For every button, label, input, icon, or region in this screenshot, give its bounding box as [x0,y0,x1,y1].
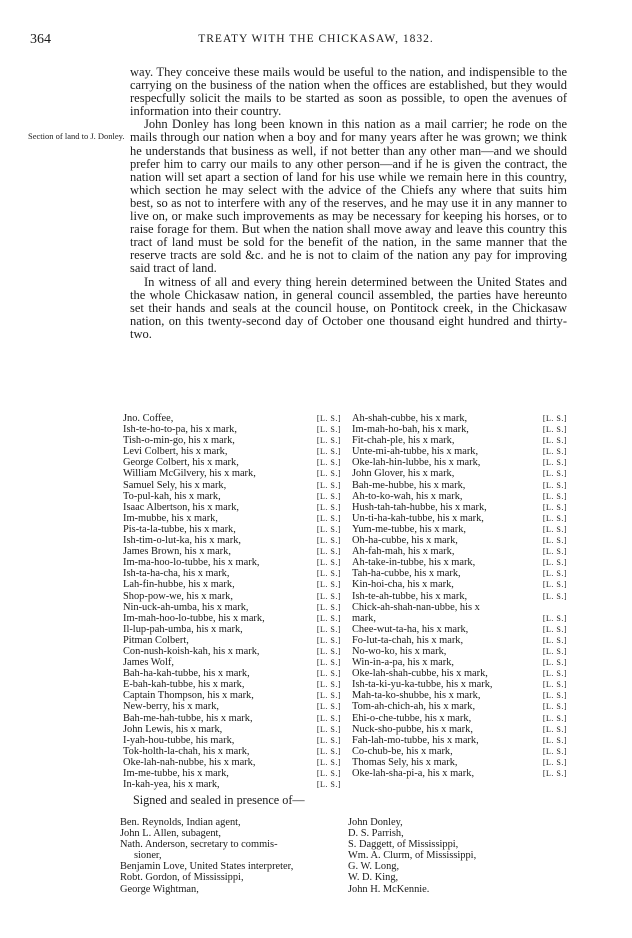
seal-mark: [L. S.] [542,547,567,557]
signatory-row [123,757,341,768]
signatory-name: Tom-ah-chich-ah, his x mark, [352,701,476,713]
signatory-name: Co-chub-be, his x mark, [352,745,453,757]
signatory-name: George Colbert, his x mark, [123,457,239,469]
signatory-row [123,446,341,457]
signatory-row [352,457,567,468]
signatory-name: Tah-ha-cubbe, his x mark, [352,568,461,580]
signatory-row [352,579,567,590]
signatory-row [352,613,567,624]
seal-mark: [L. S.] [316,558,341,568]
seal-mark: [L. S.] [316,646,341,656]
signatory-row [123,491,341,502]
seal-mark: [L. S.] [316,513,341,523]
signatory-row [352,557,567,568]
signatory-name: Win-in-a-pa, his x mark, [352,657,455,669]
signatory-row [123,657,341,668]
signatory-name: Oh-ha-cubbe, his x mark, [352,535,458,547]
seal-mark: [L. S.] [316,425,341,435]
seal-mark: [L. S.] [542,524,567,534]
signatory-row [352,435,567,446]
witness-heading: Signed and sealed in presence of— [133,793,305,807]
seal-mark: [L. S.] [542,746,567,756]
signatory-name: Im-mubbe, his x mark, [123,512,218,524]
signatory-name: Kin-hoi-cha, his x mark, [352,579,454,591]
signatory-row [352,535,567,546]
seal-mark: [L. S.] [316,702,341,712]
signatory-name: Oke-lah-shah-cubbe, his x mark, [352,668,488,680]
witness-name: Wm. A. Clurm, of Mississippi, [348,850,477,862]
signatory-name: Captain Thompson, his x mark, [123,690,254,702]
signatory-row [352,735,567,746]
signatory-row [123,557,341,568]
signatory-name: John Glover, his x mark, [352,468,455,480]
signatory-row [123,679,341,690]
signatory-name: Shop-pow-we, his x mark, [123,590,233,602]
witness-name: Benjamin Love, United States interpreter, [120,861,294,873]
signatory-name: Fit-chah-ple, his x mark, [352,435,455,447]
seal-mark: [L. S.] [316,624,341,634]
seal-mark: [L. S.] [316,780,341,790]
seal-mark: [L. S.] [316,602,341,612]
witnesses-right-column [348,817,548,895]
witness-name: D. S. Parrish, [348,828,404,840]
signatory-row [352,591,567,602]
signatory-row [123,546,341,557]
seal-mark: [L. S.] [316,591,341,601]
signatory-name: Im-me-tubbe, his x mark, [123,768,229,779]
witness-name: John L. Allen, subagent, [120,828,222,840]
signatory-name: Oke-lah-sha-pi-a, his x mark, [352,768,475,779]
signatory-name: Ish-ta-ha-cha, his x mark, [123,568,230,580]
seal-mark: [L. S.] [316,569,341,579]
signatory-name: Ehi-o-che-tubbe, his x mark, [352,712,472,724]
seal-mark: [L. S.] [316,746,341,756]
seal-mark: [L. S.] [316,536,341,546]
signatory-row [123,524,341,535]
seal-mark: [L. S.] [316,414,341,423]
signatories-left-column [123,413,341,790]
signatory-row [352,768,567,779]
signatory-row [123,513,341,524]
signatory-row [352,657,567,668]
seal-mark: [L. S.] [542,591,567,601]
signatory-row [352,502,567,513]
margin-note: Section of land to J. Donley. [28,131,125,141]
seal-mark: [L. S.] [542,680,567,690]
seal-mark: [L. S.] [542,513,567,523]
seal-mark: [L. S.] [316,458,341,468]
seal-mark: [L. S.] [316,502,341,512]
signatory-row [123,701,341,712]
signatory-name: Jno. Coffee, [123,413,174,424]
signatory-row [352,724,567,735]
signatory-row [352,413,567,424]
seal-mark: [L. S.] [316,547,341,557]
witness-name: S. Daggett, of Mississippi, [348,839,459,851]
signatory-name: E-bah-kah-tubbe, his x mark, [123,679,245,691]
signatory-row [123,713,341,724]
seal-mark: [L. S.] [542,613,567,623]
signatory-name: Unte-mi-ah-tubbe, his x mark, [352,446,479,458]
signatory-row [123,435,341,446]
signatory-row [352,690,567,701]
signatory-name: Tok-holth-la-chah, his x mark, [123,745,250,757]
signatory-row [352,513,567,524]
signatory-row [123,468,341,479]
signatory-row [352,546,567,557]
signatory-row [123,579,341,590]
seal-mark: [L. S.] [542,425,567,435]
seal-mark: [L. S.] [542,658,567,668]
signatory-name: Ish-te-ho-to-pa, his x mark, [123,424,237,436]
paragraph-witness: In witness of all and every thing herein determined between the United States and the whole Chickasaw nation, in general council assembled, the parties have hereunto set their hands and seals at the council house, on Pontitock creek, in the Chickasaw nation, on this twenty-second day of October one thousand eight hundred and thirty-two. [130,274,567,341]
running-head: TREATY WITH THE CHICKASAW, 1832. [198,33,434,45]
signatory-row [123,480,341,491]
signatory-name: Un-ti-ha-kah-tubbe, his x mark, [352,512,484,524]
treaty-text [130,66,567,341]
seal-mark: [L. S.] [542,735,567,745]
signatory-name: Isaac Albertson, his x mark, [123,501,240,513]
signatory-name: Fo-lut-ta-chah, his x mark, [352,634,464,646]
signatory-name: Ah-fah-mah, his x mark, [352,546,455,558]
seal-mark: [L. S.] [542,702,567,712]
signatory-name: Chee-wut-ta-ha, his x mark, [352,623,469,635]
signatory-row [352,668,567,679]
seal-mark: [L. S.] [316,436,341,446]
witness-name: John H. McKennie. [348,883,430,895]
signatory-row [352,624,567,635]
seal-mark: [L. S.] [542,558,567,568]
signatory-row [123,668,341,679]
seal-mark: [L. S.] [542,691,567,701]
seal-mark: [L. S.] [316,524,341,534]
seal-mark: [L. S.] [316,491,341,501]
signatory-name: To-pul-kah, his x mark, [123,490,221,502]
signatory-row [123,424,341,435]
signatory-row [352,602,567,613]
signatory-name: Chick-ah-shah-nan-ubbe, his x [352,601,480,613]
seal-mark: [L. S.] [542,569,567,579]
seal-mark: [L. S.] [542,436,567,446]
signatory-row [352,746,567,757]
witness-name: Nath. Anderson, secretary to commis- [120,839,278,851]
signatory-row [123,568,341,579]
seal-mark: [L. S.] [542,624,567,634]
signatory-row [352,480,567,491]
seal-mark: [L. S.] [542,724,567,734]
signatory-name: Fah-lah-mo-tubbe, his x mark, [352,734,479,746]
signatory-name: William McGilvery, his x mark, [123,468,256,480]
signatory-name: Ish-tim-o-lut-ka, his x mark, [123,535,242,547]
signatory-row [123,735,341,746]
witness-name: Ben. Reynolds, Indian agent, [120,817,241,828]
witness-name: sioner, [134,850,162,862]
signatory-row [352,757,567,768]
seal-mark: [L. S.] [316,691,341,701]
page-number: 364 [30,32,51,47]
signatory-name: Bah-me-hubbe, his x mark, [352,479,466,491]
signatory-name: Thomas Sely, his x mark, [352,756,458,768]
signatory-row [123,602,341,613]
seal-mark: [L. S.] [542,502,567,512]
signatory-row [123,591,341,602]
signatory-name: Con-nush-koish-kah, his x mark, [123,645,260,657]
seal-mark: [L. S.] [316,769,341,778]
seal-mark: [L. S.] [542,447,567,457]
signatory-name: Oke-lah-nah-nubbe, his x mark, [123,756,256,768]
signatory-name: Yum-me-tubbe, his x mark, [352,523,466,535]
seal-mark: [L. S.] [542,469,567,479]
signatory-name: James Brown, his x mark, [123,546,231,558]
signatory-row [352,635,567,646]
seal-mark: [L. S.] [316,447,341,457]
seal-mark: [L. S.] [316,613,341,623]
signatories-right-column [352,413,567,779]
signatory-name: Tish-o-min-go, his x mark, [123,435,235,447]
signatory-name: Ah-shah-cubbe, his x mark, [352,413,468,424]
seal-mark: [L. S.] [316,669,341,679]
signatory-row [123,635,341,646]
seal-mark: [L. S.] [316,724,341,734]
signatory-row [123,690,341,701]
seal-mark: [L. S.] [542,713,567,723]
signatory-row [352,524,567,535]
seal-mark: [L. S.] [316,469,341,479]
signatory-row [123,502,341,513]
seal-mark: [L. S.] [542,580,567,590]
signatory-name: No-wo-ko, his x mark, [352,645,447,657]
signatory-row [123,746,341,757]
signatory-name: Bah-me-hah-tubbe, his x mark, [123,712,253,724]
seal-mark: [L. S.] [316,480,341,490]
signatory-name: Samuel Sely, his x mark, [123,479,227,491]
signatory-name: James Wolf, [123,657,174,669]
signatory-row [123,457,341,468]
signatory-name: Lah-fin-hubbe, his x mark, [123,579,235,591]
signatory-name: Pitman Colbert, [123,634,189,646]
witness-name: G. W. Long, [348,861,400,873]
seal-mark: [L. S.] [542,669,567,679]
seal-mark: [L. S.] [316,757,341,767]
witness-name: John Donley, [348,817,403,828]
signatory-row [123,768,341,779]
signatory-row [352,424,567,435]
seal-mark: [L. S.] [542,536,567,546]
signatory-name: I-yah-hou-tubbe, his mark, [123,734,235,746]
seal-mark: [L. S.] [542,646,567,656]
signatory-name: Nuck-sho-pubbe, his x mark, [352,723,473,735]
signatory-row [352,679,567,690]
signatory-row [352,468,567,479]
signatory-row [123,413,341,424]
signatory-name: Im-ma-hoo-lo-tubbe, his x mark, [123,557,260,569]
paragraph-mails: way. They conceive these mails would be useful to the nation, and indispensible to the carrying on the business of the nation when the offices are established, but they would respecfully solicit the mails to be started as soon as possible, to open the avenues of information into their country. [130,65,567,119]
signatory-row [352,491,567,502]
witness-name: George Wightman, [120,883,199,895]
signatory-name: John Lewis, his x mark, [123,723,223,735]
signatory-name: Levi Colbert, his x mark, [123,446,228,458]
seal-mark: [L. S.] [542,458,567,468]
seal-mark: [L. S.] [542,635,567,645]
seal-mark: [L. S.] [316,658,341,668]
seal-mark: [L. S.] [316,635,341,645]
signatory-row [352,568,567,579]
signatory-name: Hush-tah-tah-hubbe, his x mark, [352,501,487,513]
signatory-name: Ish-ta-ki-yu-ka-tubbe, his x mark, [352,679,493,691]
seal-mark: [L. S.] [542,491,567,501]
signatory-row [352,646,567,657]
signatory-name: mark, [352,612,376,624]
signatory-row [123,779,341,790]
signatory-row [123,646,341,657]
seal-mark: [L. S.] [542,769,567,778]
signatory-row [123,535,341,546]
signatory-row [352,446,567,457]
signatory-name: Il-lup-pah-umba, his x mark, [123,623,243,635]
seal-mark: [L. S.] [316,735,341,745]
signatory-row [352,701,567,712]
paragraph-donley: John Donley has long been known in this nation as a mail carrier; he rode on the mails through our nation when a boy and for many years after he was grown; we think he understands that business as well, if not better than any other man—and we should prefer him to carry our mails to any other person—and if he is given the contract, the nation will set apart a section of land for his use while we remain here in this country, which section he may select with the advice of the Chiefs any where that suits him best, so as not to interfere with any of the reserves, and he may use it in any manner to live on, or make such improvements as may be necessary for keeping his horses, or to raise forage for them. But when the nation shall move away and leave this country this tract of land must be sold for the benefit of the nation, in the same manner that the reserve tracts are sold &c. and he is not to claim of the nation any pay for improving said tract of land. [130,117,567,276]
witnesses-left-column [120,817,342,895]
signatory-name: Nin-uck-ah-umba, his x mark, [123,601,249,613]
seal-mark: [L. S.] [316,680,341,690]
seal-mark: [L. S.] [316,713,341,723]
signatory-name: Im-mah-hoo-lo-tubbe, his x mark, [123,612,265,624]
seal-mark: [L. S.] [542,414,567,423]
signatory-name: Bah-ha-kah-tubbe, his x mark, [123,668,250,680]
signatory-name: Oke-lah-hin-lubbe, his x mark, [352,457,481,469]
signatory-name: Ah-take-in-tubbe, his x mark, [352,557,476,569]
seal-mark: [L. S.] [542,480,567,490]
witness-name: Robt. Gordon, of Mississippi, [120,872,244,884]
signatory-name: New-berry, his x mark, [123,701,219,713]
signatory-name: Im-mah-ho-bah, his x mark, [352,424,469,436]
signatory-name: Ah-to-ko-wah, his x mark, [352,490,463,502]
signatory-row [123,613,341,624]
witness-name: W. D. King, [348,872,399,884]
signatory-name: Pis-ta-la-tubbe, his x mark, [123,523,236,535]
signatory-row [123,724,341,735]
signatory-row [352,713,567,724]
seal-mark: [L. S.] [316,580,341,590]
signatory-name: Ish-te-ah-tubbe, his x mark, [352,590,468,602]
seal-mark: [L. S.] [542,757,567,767]
signatory-name: In-kah-yea, his x mark, [123,779,220,791]
signatory-name: Mah-ta-ko-shubbe, his x mark, [352,690,481,702]
signatory-row [123,624,341,635]
